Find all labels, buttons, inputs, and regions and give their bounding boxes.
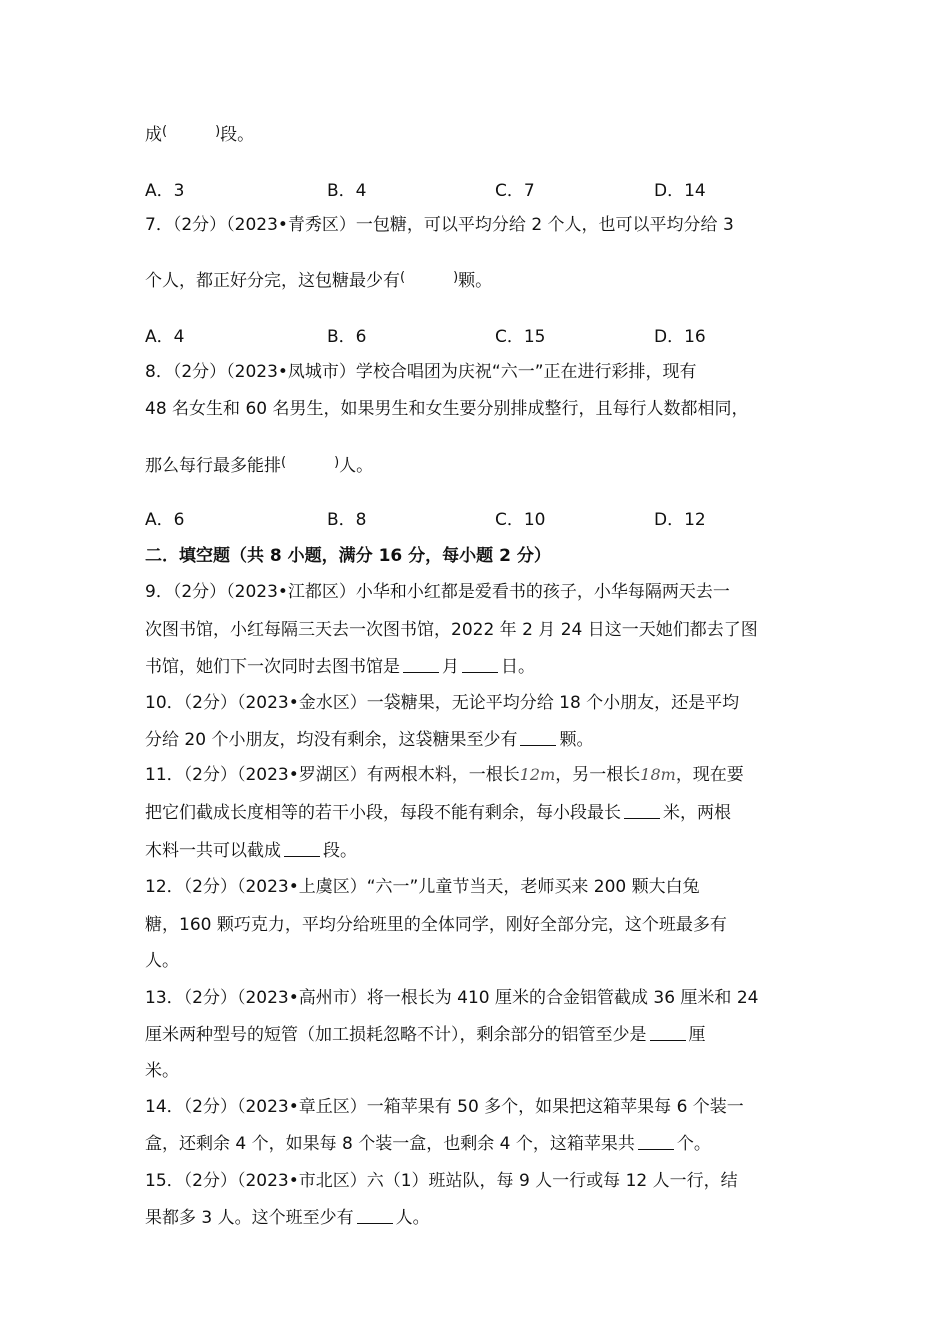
q8-option-c[interactable]: C．10: [495, 510, 546, 530]
q8-option-a[interactable]: A．6: [145, 510, 185, 530]
q9-blank-day[interactable]: [462, 658, 498, 673]
q13-line-1: 13．（2分）（2023•高州市）将一根长为 410 厘米的合金铝管截成 36 厘米和 24: [145, 988, 759, 1008]
q11-blank-length[interactable]: [624, 804, 660, 819]
q10-line-1: 10．（2分）（2023•金水区）一袋糖果，无论平均分给 18 个小朋友，还是平均: [145, 693, 740, 713]
q9-blank-month[interactable]: [403, 658, 439, 673]
section-heading: 二．填空题（共 8 小题，满分 16 分，每小题 2 分）: [145, 546, 551, 566]
q11-line-1: 11．（2分）（2023•罗湖区）有两根木料，一根长12m，另一根长18m，现在要: [145, 765, 744, 785]
q9-line-2: 次图书馆，小红每隔三天去一次图书馆，2022 年 2 月 24 日这一天她们都去了图: [145, 620, 758, 640]
q14-line-2: 盒，还剩余 4 个，如果每 8 个装一盒，也剩余 4 个，这箱苹果共 个。: [145, 1134, 711, 1154]
q8-option-b[interactable]: B．8: [327, 510, 367, 530]
q7-line-2: 个人，都正好分完，这包糖最少有( )颗。: [145, 270, 493, 291]
q9-line-1: 9．（2分）（2023•江都区）小华和小红都是爱看书的孩子，小华每隔两天去一: [145, 582, 730, 602]
q12-line-3: 人。: [145, 951, 179, 971]
q7-option-b[interactable]: B．6: [327, 327, 367, 347]
q14-blank[interactable]: [638, 1135, 674, 1150]
q11-line-2: 把它们截成长度相等的若干小段，每段不能有剩余，每小段最长 米，两根: [145, 803, 731, 823]
q9-line-3: 书馆，她们下一次同时去图书馆是 月 日。: [145, 657, 535, 677]
q6-option-d[interactable]: D．14: [654, 181, 706, 201]
q14-line-1: 14．（2分）（2023•章丘区）一箱苹果有 50 多个，如果把这箱苹果每 6 个装一: [145, 1097, 744, 1117]
q8-option-d[interactable]: D．12: [654, 510, 706, 530]
q8-line-1: 8．（2分）（2023•凤城市）学校合唱团为庆祝“六一”正在进行彩排，现有: [145, 362, 697, 382]
q6-line-1: 成( )段。: [145, 124, 255, 145]
q11-unit-1: 12m: [519, 765, 556, 784]
q7-option-d[interactable]: D．16: [654, 327, 706, 347]
q15-line-2: 果都多 3 人。这个班至少有 人。: [145, 1208, 430, 1228]
q6-option-c[interactable]: C．7: [495, 181, 535, 201]
q8-line-3: 那么每行最多能排( )人。: [145, 455, 374, 476]
q11-line-3: 木料一共可以截成 段。: [145, 841, 357, 861]
q15-line-1: 15．（2分）（2023•市北区）六（1）班站队，每 9 人一行或每 12 人一行，结: [145, 1171, 738, 1191]
q11-unit-2: 18m: [640, 765, 676, 784]
q13-blank[interactable]: [650, 1026, 686, 1041]
q12-line-2: 糖，160 颗巧克力，平均分给班里的全体同学，刚好全部分完，这个班最多有: [145, 915, 727, 935]
q7-option-c[interactable]: C．15: [495, 327, 546, 347]
q12-line-1: 12．（2分）（2023•上虞区）“六一”儿童节当天，老师买来 200 颗大白兔: [145, 877, 700, 897]
q13-line-2: 厘米两种型号的短管（加工损耗忽略不计），剩余部分的铝管至少是 厘: [145, 1025, 706, 1045]
q13-line-3: 米。: [145, 1061, 179, 1081]
q6-option-b[interactable]: B．4: [327, 181, 367, 201]
q7-line-1: 7．（2分）（2023•青秀区）一包糖，可以平均分给 2 个人，也可以平均分给 3: [145, 215, 734, 235]
q6-option-a[interactable]: A．3: [145, 181, 185, 201]
q11-blank-segments[interactable]: [284, 842, 320, 857]
q10-blank[interactable]: [520, 731, 556, 746]
q15-blank[interactable]: [357, 1209, 393, 1224]
q7-option-a[interactable]: A．4: [145, 327, 185, 347]
q10-line-2: 分给 20 个小朋友，均没有剩余，这袋糖果至少有 颗。: [145, 730, 594, 750]
q8-line-2: 48 名女生和 60 名男生，如果男生和女生要分别排成整行，且每行人数都相同，: [145, 399, 749, 419]
